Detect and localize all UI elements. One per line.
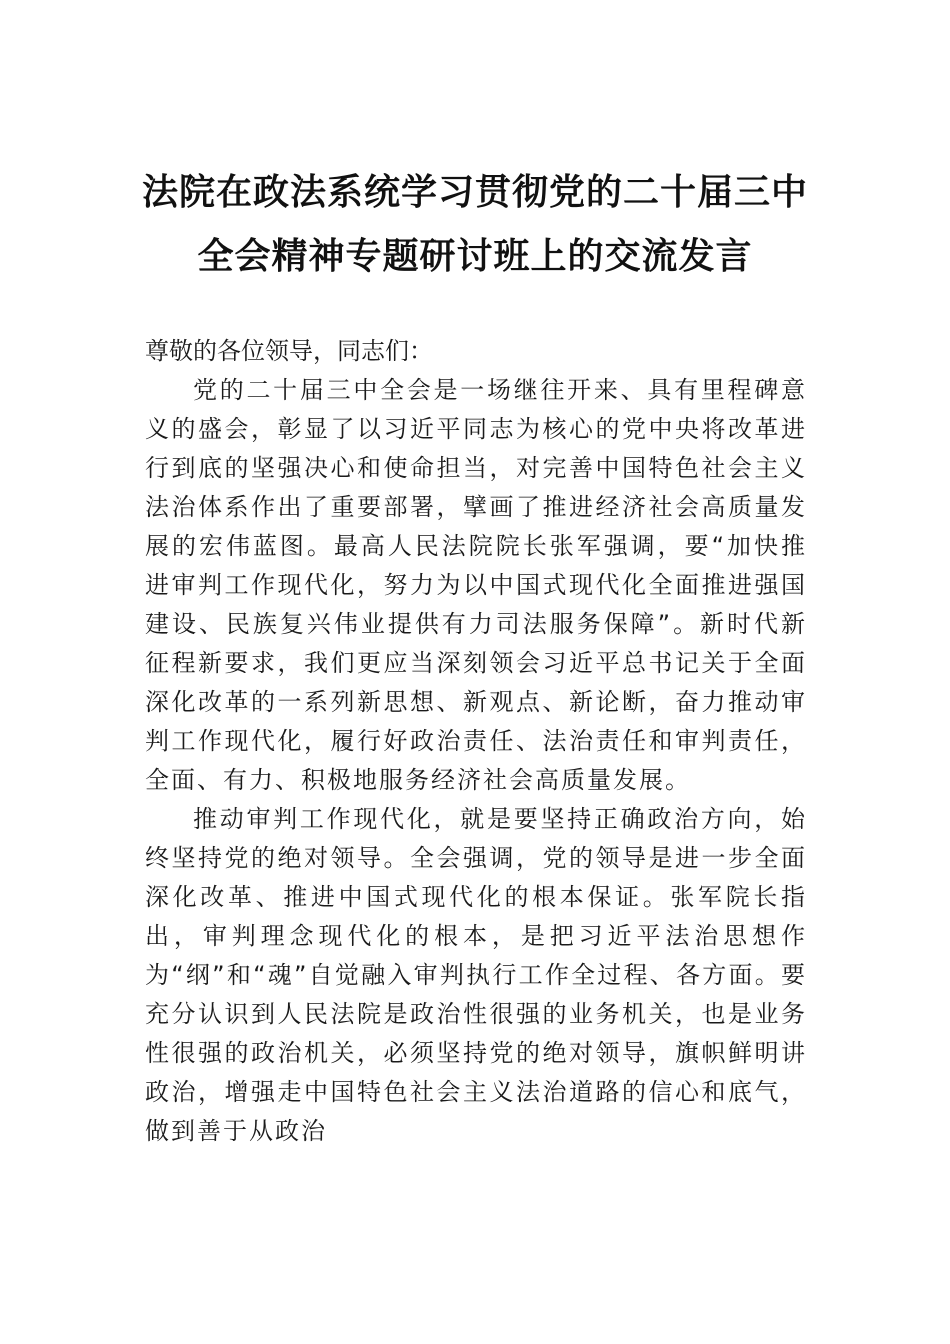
document-title <box>140 160 810 288</box>
document-body <box>145 332 807 1151</box>
paragraph-1: 党的二十届三中全会是一场继往开来、具有里程碑意义的盛会，彰显了以习近平同志为核心的党中央将改革进行到底的坚强决心和使命担当，对完善中国特色社会主义法治体系作出了重要部署，擘画了推进经济社会高质量发展的宏伟蓝图。最高人民法院院长张军强调，要“加快推进审判工作现代化，努力为以中国式现代化全面推进强国建设、民族复兴伟业提供有力司法服务保障”。新时代新征程新要求，我们更应当深刻领会习近平总书记关于全面深化改革的一系列新思想、新观点、新论断，奋力推动审判工作现代化，履行好政治责任、法治责任和审判责任，全面、有力、积极地服务经济社会高质量发展。 <box>145 376 807 794</box>
title-line-1: 法院在政法系统学习贯彻党的二十届三中 <box>141 171 808 213</box>
paragraph-2: 推动审判工作现代化，就是要坚持正确政治方向，始终坚持党的绝对领导。全会强调，党的领导是进一步全面深化改革、推进中国式现代化的根本保证。张军院长指出，审判理念现代化的根本，是把习近平法治思想作为“纲”和“魂”自觉融入审判执行工作全过程、各方面。要充分认识到人民法院是政治性很强的业务机关，也是业务性很强的政治机关，必须坚持党的绝对领导，旗帜鲜明讲政治，增强走中国特色社会主义法治道路的信心和底气，做到善于从政治 <box>145 805 807 1145</box>
salutation: 尊敬的各位领导，同志们： <box>145 337 433 365</box>
title-line-2: 全会精神专题研讨班上的交流发言 <box>197 235 753 277</box>
